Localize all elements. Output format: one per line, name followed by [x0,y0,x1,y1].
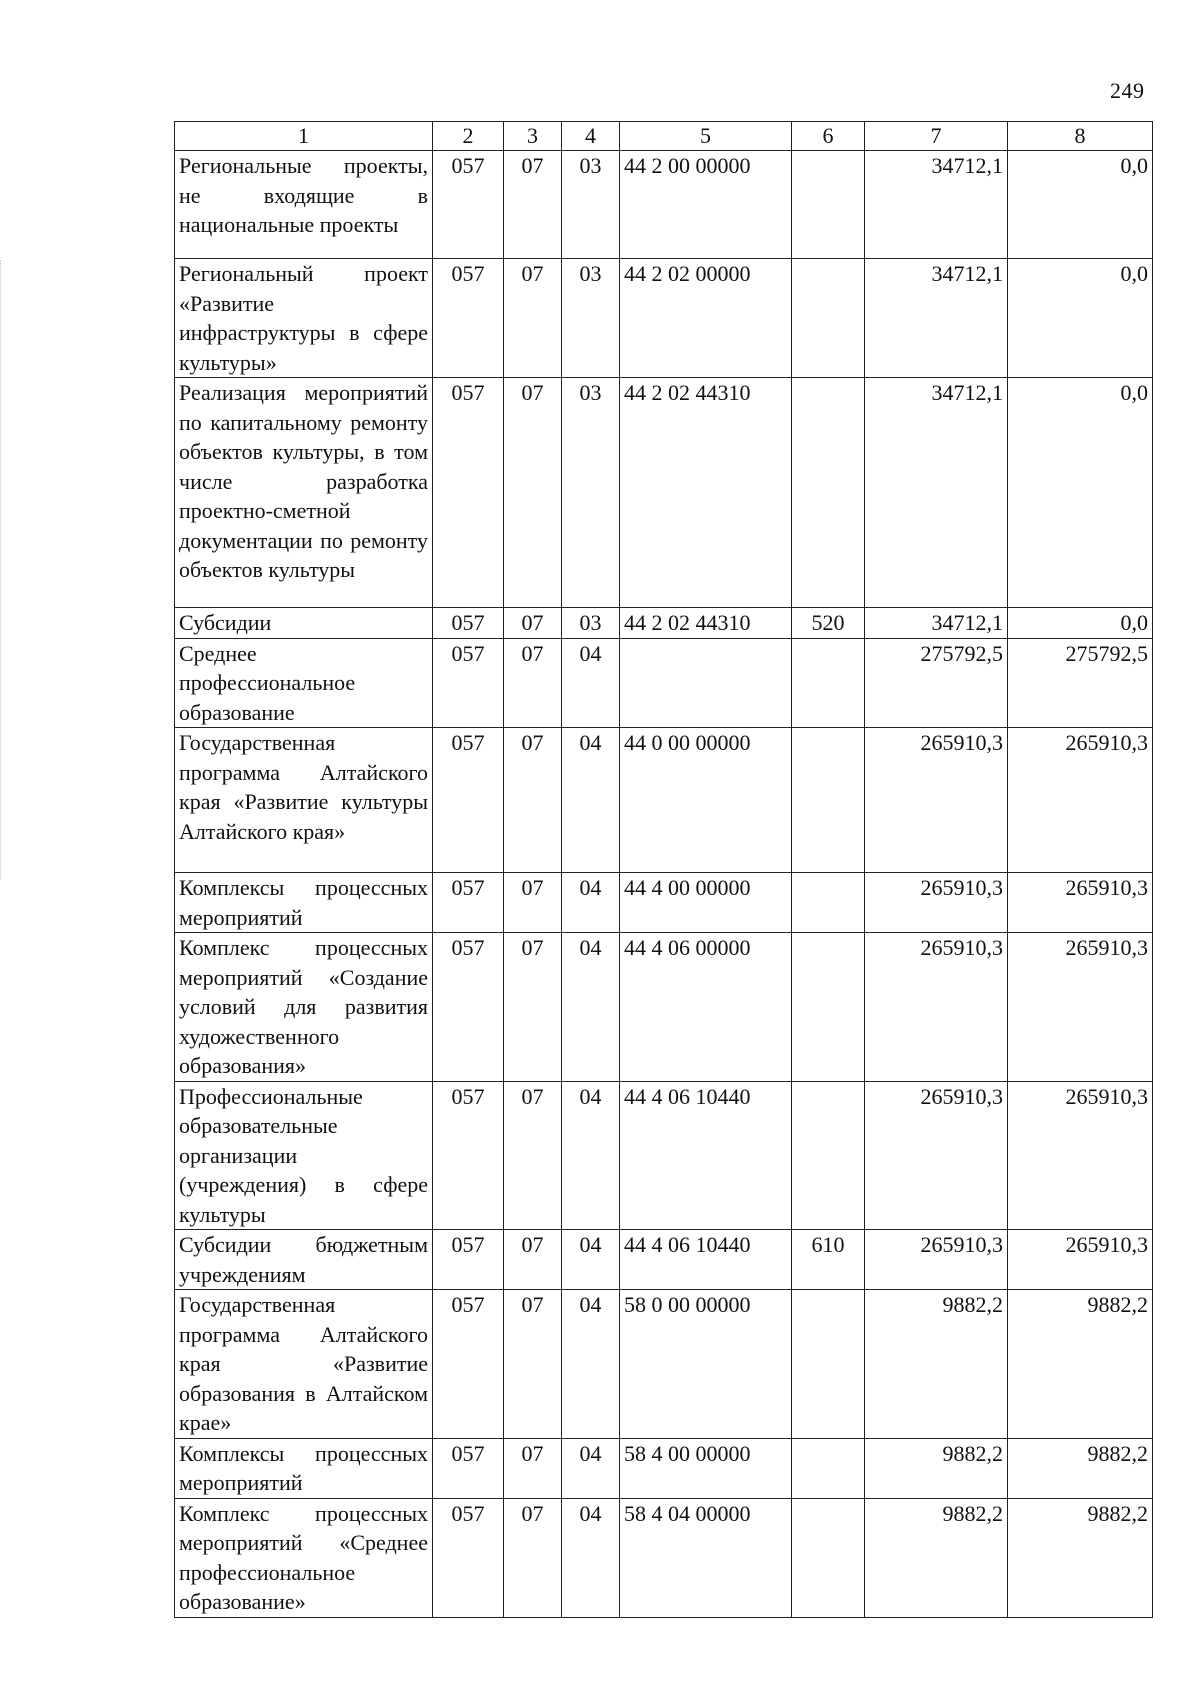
amount-col-7: 265910,3 [865,728,1008,873]
amount-col-8: 275792,5 [1008,638,1153,728]
column-header: 2 [433,122,504,151]
amount-col-8: 9882,2 [1008,1290,1153,1439]
amount-col-8: 265910,3 [1008,728,1153,873]
ministry-code: 057 [433,151,504,259]
table-row [175,1498,1153,1617]
row-name: Комплексы процессных мероприятий [175,1438,433,1498]
row-name: Региональные проекты, не входящие в национальные проекты [175,151,433,259]
amount-col-7: 34712,1 [865,608,1008,639]
table-row [175,259,1153,378]
ministry-code: 057 [433,378,504,608]
amount-col-7: 9882,2 [865,1498,1008,1617]
section-code: 07 [504,638,562,728]
subsection-code: 04 [562,1438,620,1498]
table-row [175,1230,1153,1290]
section-code: 07 [504,1290,562,1439]
row-name: Комплексы процессных мероприятий [175,873,433,933]
column-header: 6 [792,122,865,151]
section-code: 07 [504,933,562,1082]
table-row [175,873,1153,933]
column-header: 3 [504,122,562,151]
section-code: 07 [504,1498,562,1617]
amount-col-7: 265910,3 [865,933,1008,1082]
amount-col-7: 34712,1 [865,259,1008,378]
section-code: 07 [504,378,562,608]
expense-type-code [792,151,865,259]
table-row [175,1081,1153,1230]
target-article-code: 44 4 06 10440 [620,1230,792,1290]
table-row [175,638,1153,728]
amount-col-8: 0,0 [1008,608,1153,639]
expense-type-code: 610 [792,1230,865,1290]
ministry-code: 057 [433,1290,504,1439]
target-article-code: 44 4 06 10440 [620,1081,792,1230]
amount-col-7: 265910,3 [865,1081,1008,1230]
subsection-code: 03 [562,608,620,639]
target-article-code [620,638,792,728]
row-name: Профессиональные образовательные организации (учреждения) в сфере культуры [175,1081,433,1230]
subsection-code: 04 [562,1081,620,1230]
header-row [175,122,1153,151]
column-header: 8 [1008,122,1153,151]
ministry-code: 057 [433,1498,504,1617]
section-code: 07 [504,1230,562,1290]
subsection-code: 03 [562,259,620,378]
amount-col-8: 9882,2 [1008,1438,1153,1498]
expense-type-code [792,1290,865,1439]
target-article-code: 44 2 02 44310 [620,378,792,608]
subsection-code: 04 [562,1230,620,1290]
table-row [175,728,1153,873]
target-article-code: 58 4 00 00000 [620,1438,792,1498]
section-code: 07 [504,151,562,259]
amount-col-8: 265910,3 [1008,873,1153,933]
amount-col-7: 265910,3 [865,873,1008,933]
expense-type-code [792,259,865,378]
target-article-code: 44 0 00 00000 [620,728,792,873]
expense-type-code [792,1081,865,1230]
ministry-code: 057 [433,873,504,933]
target-article-code: 44 2 02 44310 [620,608,792,639]
expense-type-code: 520 [792,608,865,639]
subsection-code: 04 [562,1498,620,1617]
column-header: 4 [562,122,620,151]
amount-col-7: 265910,3 [865,1230,1008,1290]
expense-type-code [792,1438,865,1498]
scan-margin-artifact [0,260,5,880]
budget-table [174,121,1153,1618]
section-code: 07 [504,1438,562,1498]
target-article-code: 44 2 00 00000 [620,151,792,259]
subsection-code: 04 [562,873,620,933]
row-name: Региональный проект «Развитие инфраструктуры в сфере культуры» [175,259,433,378]
table-row [175,608,1153,639]
amount-col-8: 265910,3 [1008,1230,1153,1290]
expense-type-code [792,378,865,608]
amount-col-7: 34712,1 [865,378,1008,608]
section-code: 07 [504,608,562,639]
amount-col-8: 0,0 [1008,151,1153,259]
ministry-code: 057 [433,1081,504,1230]
expense-type-code [792,933,865,1082]
table-row [175,1438,1153,1498]
subsection-code: 04 [562,1290,620,1439]
table-row [175,933,1153,1082]
target-article-code: 58 0 00 00000 [620,1290,792,1439]
row-name: Среднее профессиональное образование [175,638,433,728]
section-code: 07 [504,728,562,873]
amount-col-8: 265910,3 [1008,1081,1153,1230]
row-name: Государственная программа Алтайского края «Развитие образования в Алтайском крае» [175,1290,433,1439]
amount-col-7: 9882,2 [865,1438,1008,1498]
row-name: Комплекс процессных мероприятий «Среднее профессиональное образование» [175,1498,433,1617]
amount-col-8: 9882,2 [1008,1498,1153,1617]
ministry-code: 057 [433,259,504,378]
row-name: Субсидии [175,608,433,639]
subsection-code: 04 [562,728,620,873]
amount-col-7: 275792,5 [865,638,1008,728]
ministry-code: 057 [433,638,504,728]
row-name: Комплекс процессных мероприятий «Создание условий для развития художественного образования» [175,933,433,1082]
section-code: 07 [504,1081,562,1230]
expense-type-code [792,638,865,728]
subsection-code: 04 [562,638,620,728]
target-article-code: 44 4 06 00000 [620,933,792,1082]
ministry-code: 057 [433,933,504,1082]
expense-type-code [792,873,865,933]
amount-col-7: 9882,2 [865,1290,1008,1439]
expense-type-code [792,1498,865,1617]
amount-col-8: 0,0 [1008,378,1153,608]
section-code: 07 [504,873,562,933]
column-header: 7 [865,122,1008,151]
column-header: 5 [620,122,792,151]
ministry-code: 057 [433,1230,504,1290]
ministry-code: 057 [433,1438,504,1498]
ministry-code: 057 [433,608,504,639]
target-article-code: 58 4 04 00000 [620,1498,792,1617]
amount-col-7: 34712,1 [865,151,1008,259]
row-name: Субсидии бюджетным учреждениям [175,1230,433,1290]
page-number: 249 [1110,78,1145,103]
amount-col-8: 265910,3 [1008,933,1153,1082]
target-article-code: 44 2 02 00000 [620,259,792,378]
table-row [175,378,1153,608]
row-name: Государственная программа Алтайского края «Развитие культуры Алтайского края» [175,728,433,873]
table-body [175,151,1153,1618]
table-row [175,151,1153,259]
table-row [175,1290,1153,1439]
expense-type-code [792,728,865,873]
row-name: Реализация мероприятий по капитальному ремонту объектов культуры, в том числе разработка проектно-сметной документации по ремонту объектов культуры [175,378,433,608]
subsection-code: 03 [562,151,620,259]
subsection-code: 04 [562,933,620,1082]
ministry-code: 057 [433,728,504,873]
section-code: 07 [504,259,562,378]
subsection-code: 03 [562,378,620,608]
amount-col-8: 0,0 [1008,259,1153,378]
column-header: 1 [175,122,433,151]
target-article-code: 44 4 00 00000 [620,873,792,933]
